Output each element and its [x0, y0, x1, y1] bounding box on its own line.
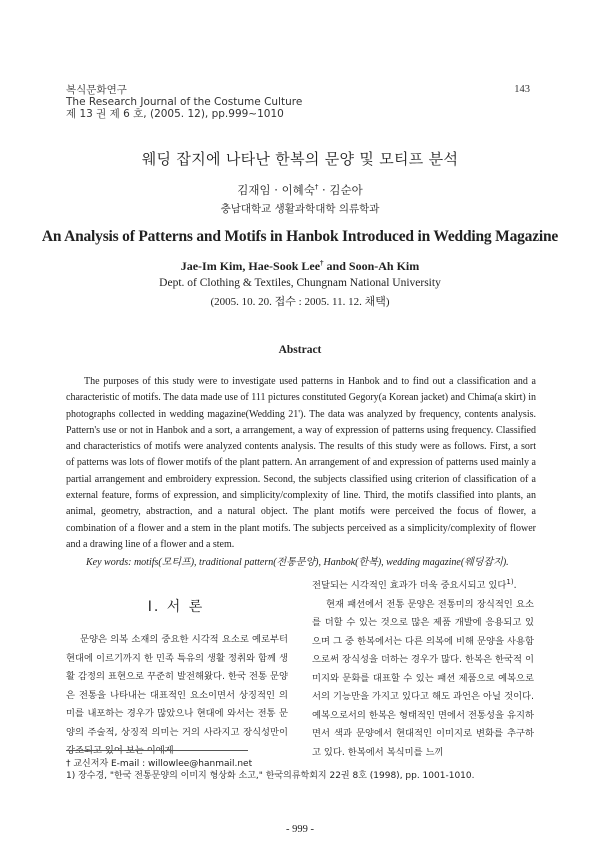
abstract-body: The purposes of this study were to investigate used patterns in Hanbok and to find out a classification and a characteristic of motifs. The data made use of 111 pictures constituted Gegory(a Korean jacket) and Chima(a skirt) in photographs collected in wedding magazine(Wedding 21'). The data was analyzed by frequency, contents analysis. Pattern's use or not in Hanbok and a sort, a arrangement, a way of expression of patterns using frequency. Classified and characteristics of motifs were analyzed contents analysis. The results of this study were as follows. First, a sort of patterns was lots of flower motifs of the plant pattern. An arrangement of and expression of patterns used mainly a partial arrangement and embroidery expression. Second, the subjects classified using criterion of classification of a external feature, forms of expression, and simplicity/complexity of line. Third, the motifs classified into plants, an animal, geometry, abstraction, and a natural object. The plant motifs were perceived the focus of flower, a combination of a flower and a stem in the plant motifs. The subjects perceived as a simplicity/complexity of flower and a drawing line of a flower and a stem.	[66, 376, 536, 550]
authors-english-last: and Soon-Ah Kim	[323, 259, 420, 273]
footnote-divider	[66, 750, 248, 751]
body-left-column: 문양은 의복 소재의 중요한 시각적 요소로 예로부터 현대에 이르기까지 한 민족 특유의 생활 정취와 함께 생활 감정의 표현으로 꾸준히 발전해왔다. 한국 전통 문양은 전통을 나타내는 대표적인 요소이면서 상징적인 의미를 내포하는 경우가 많았으나 현대에 와서는 전통 문양의 주술적, 상징적 의미는 거의 사라지고 장식성만이 강조되고 있어 보는 이에게	[66, 634, 288, 756]
journal-header	[66, 84, 302, 120]
title-english: An Analysis of Patterns and Motifs in Hanbok Introduced in Wedding Magazine	[41, 228, 559, 245]
footnote-ref-mark: 1)	[506, 577, 514, 586]
authors-korean	[0, 182, 600, 198]
page-number-top: 143	[514, 84, 530, 95]
footnote-corresponding-author: † 교신저자 E-mail : willowlee@hanmail.net	[66, 759, 253, 769]
corresponding-mark-en: †	[320, 259, 324, 267]
body-right-column	[312, 577, 534, 762]
authors-korean-names: 김재임 · 이혜숙	[237, 183, 315, 197]
affiliation-korean: 충남대학교 생활과학대학 의류학과	[220, 203, 380, 215]
received-accepted-dates: (2005. 10. 20. 접수 : 2005. 11. 12. 채택)	[210, 296, 390, 308]
keywords: Key words: motifs(모티프), traditional pattern(전통문양), Hanbok(한복), wedding magazine(웨딩잡지).	[86, 557, 509, 568]
page-number-bottom: - 999 -	[286, 824, 314, 835]
journal-name-en: The Research Journal of the Costume Culture	[66, 96, 303, 108]
right-column-paragraph: 현재 패션에서 전통 문양은 전통미의 장식적인 요소를 더할 수 있는 것으로 많은 제품 개발에 응용되고 있으며 그 중 한복에서는 다른 의복에 비해 문양을 사용함으로써 장식성을 더하는 경우가 많다. 한복은 한국적 이미지와 문화를 대표할 수 있는 패션 제품으로 예복으로서의 기능만을 가지고 있다고 해도 과언은 아닐 것이다. 예복으로서의 한복은 형태적인 면에서 전통성을 유지하면서 색과 문양에서 현대적인 이미지로 변화를 추구하고 있다. 한복에서 복식미를 느끼	[312, 598, 534, 758]
abstract-heading: Abstract	[278, 344, 322, 356]
authors-korean-last: · 김순아	[318, 183, 363, 197]
title-korean: 웨딩 잡지에 나타난 한복의 문양 및 모티프 분석	[141, 150, 459, 168]
journal-volume: 제 13 권 제 6 호, (2005. 12), pp.999~1010	[66, 108, 284, 120]
journal-name-ko: 복식문화연구	[66, 84, 127, 96]
right-column-first-text: 전달되는 시각적인 효과가 더욱 중요시되고 있다	[312, 580, 507, 591]
authors-english	[0, 259, 600, 274]
corresponding-mark: †	[314, 183, 319, 192]
department-english: Dept. of Clothing & Textiles, Chungnam National University	[159, 277, 441, 289]
right-column-first-end: .	[513, 580, 517, 591]
authors-english-names: Jae-Im Kim, Hae-Sook Lee	[180, 259, 321, 273]
right-column-continuation	[312, 577, 534, 596]
section-heading-introduction: Ⅰ. 서 론	[147, 599, 205, 615]
footnote-reference-1: 1) 장수경, "한국 전통문양의 이미지 형상화 소고," 한국의류학회지 22권 8호 (1998), pp. 1001-1010.	[66, 771, 475, 781]
